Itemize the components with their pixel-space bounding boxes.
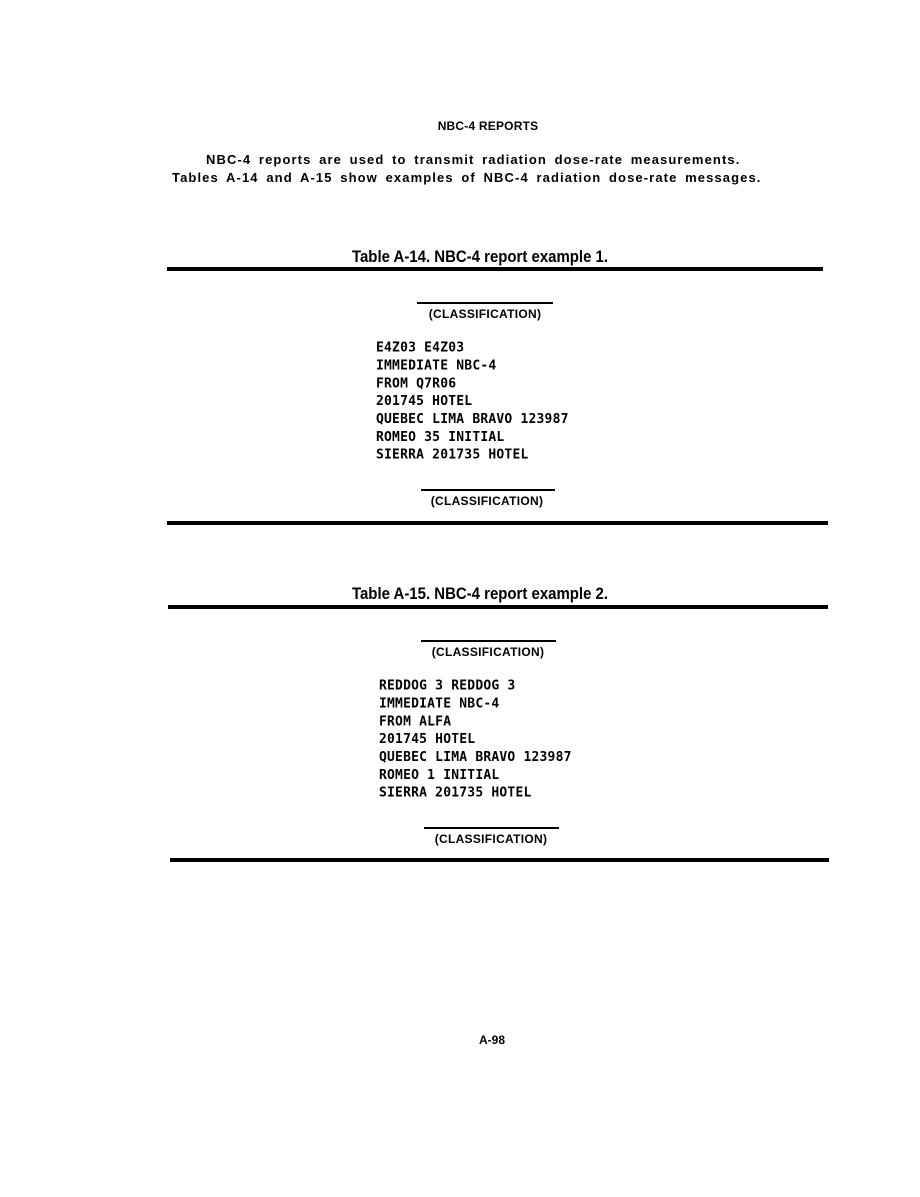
message-line: QUEBEC LIMA BRAVO 123987 — [376, 411, 569, 428]
message-block — [379, 677, 572, 802]
message-line: QUEBEC LIMA BRAVO 123987 — [379, 749, 572, 766]
classification-label-top: (CLASSIFICATION) — [431, 645, 545, 659]
table-title: Table A-15. NBC-4 report example 2. — [351, 584, 609, 603]
classification-blank-line — [421, 640, 556, 642]
table-bottom-rule — [170, 858, 829, 862]
message-line: FROM ALFA — [379, 713, 452, 730]
message-line: 201745 HOTEL — [376, 393, 473, 410]
message-line: E4Z03 E4Z03 — [376, 340, 465, 356]
intro-line-1: NBC-4 reports are used to transmit radiation dose-rate measurements. — [206, 152, 741, 167]
classification-blank-line — [424, 827, 559, 829]
classification-blank-line — [417, 302, 553, 304]
message-block — [376, 339, 569, 464]
table-title: Table A-14. NBC-4 report example 1. — [351, 247, 609, 266]
classification-blank-line — [421, 489, 555, 491]
table-top-rule — [168, 605, 828, 609]
intro-line-2: Tables A-14 and A-15 show examples of NBC-4 radiation dose-rate messages. — [172, 170, 762, 185]
section-heading: NBC-4 REPORTS — [437, 119, 539, 133]
classification-label-bottom: (CLASSIFICATION) — [434, 832, 548, 846]
intro-paragraph — [172, 151, 784, 187]
page-number: A-98 — [478, 1033, 505, 1047]
message-line: REDDOG 3 REDDOG 3 — [379, 678, 516, 694]
table-bottom-rule — [167, 521, 828, 525]
message-line: IMMEDIATE NBC-4 — [379, 695, 500, 712]
message-line: ROMEO 1 INITIAL — [379, 767, 500, 784]
message-line: FROM Q7R06 — [376, 375, 457, 392]
message-line: SIERRA 201735 HOTEL — [376, 447, 529, 463]
classification-label-bottom: (CLASSIFICATION) — [430, 494, 544, 508]
classification-label-top: (CLASSIFICATION) — [428, 307, 542, 321]
message-line: ROMEO 35 INITIAL — [376, 429, 505, 446]
message-line: SIERRA 201735 HOTEL — [379, 785, 532, 801]
message-line: IMMEDIATE NBC-4 — [376, 357, 497, 374]
table-top-rule — [167, 267, 823, 271]
message-line: 201745 HOTEL — [379, 731, 476, 748]
